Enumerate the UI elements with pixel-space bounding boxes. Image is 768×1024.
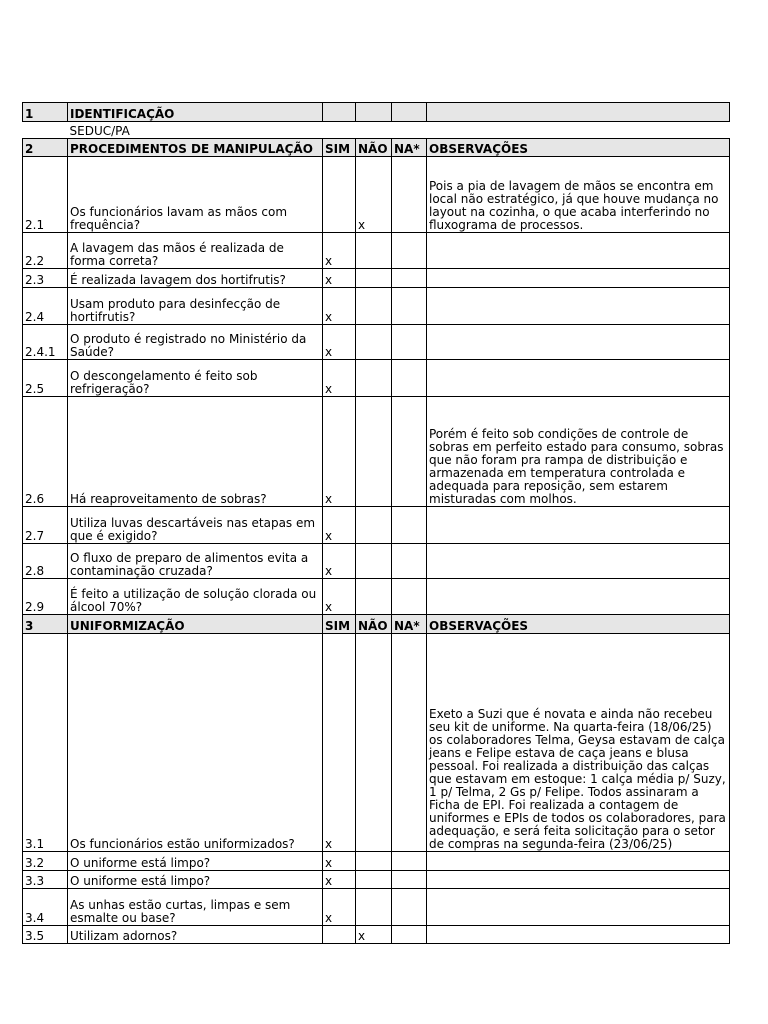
item-number: 2.2 bbox=[23, 233, 68, 269]
observation bbox=[427, 852, 730, 871]
answer-na bbox=[392, 360, 427, 397]
section-header-2 bbox=[23, 139, 730, 157]
answer-sim: x bbox=[323, 360, 356, 397]
item-question: É feito a utilização de solução clorada ou álcool 70%? bbox=[68, 579, 323, 615]
item-question: O fluxo de preparo de alimentos evita a contaminação cruzada? bbox=[68, 544, 323, 579]
answer-na bbox=[392, 157, 427, 233]
section-number: 3 bbox=[23, 615, 68, 634]
answer-na bbox=[392, 926, 427, 944]
answer-na bbox=[392, 397, 427, 507]
answer-na bbox=[392, 852, 427, 871]
answer-sim: x bbox=[323, 544, 356, 579]
item-number: 3.5 bbox=[23, 926, 68, 944]
answer-sim: x bbox=[323, 233, 356, 269]
item-number: 2.7 bbox=[23, 507, 68, 544]
answer-nao bbox=[356, 360, 392, 397]
answer-nao bbox=[356, 325, 392, 360]
column-header-na: NA* bbox=[392, 139, 427, 157]
answer-nao bbox=[356, 544, 392, 579]
answer-na bbox=[392, 579, 427, 615]
observation bbox=[427, 579, 730, 615]
item-question: É realizada lavagem dos hortifrutis? bbox=[68, 269, 323, 288]
item-question: Os funcionários lavam as mãos com frequência? bbox=[68, 157, 323, 233]
answer-sim: x bbox=[323, 852, 356, 871]
item-question: Há reaproveitamento de sobras? bbox=[68, 397, 323, 507]
section-subtitle: SEDUC/PA bbox=[69, 124, 130, 138]
column-header-sim bbox=[323, 103, 356, 122]
item-question: Utilizam adornos? bbox=[68, 926, 323, 944]
section-header-1 bbox=[23, 103, 730, 122]
observation bbox=[427, 889, 730, 926]
table-row bbox=[23, 269, 730, 288]
item-question: O uniforme está limpo? bbox=[68, 871, 323, 889]
item-question: As unhas estão curtas, limpas e sem esmalte ou base? bbox=[68, 889, 323, 926]
section-title: PROCEDIMENTOS DE MANIPULAÇÃO bbox=[68, 139, 323, 157]
table-row bbox=[23, 288, 730, 325]
observation: Exeto a Suzi que é novata e ainda não recebeu seu kit de uniforme. Na quarta-feira (18/06/25) os colaboradores Telma, Geysa estavam de calça jeans e Felipe estava de caça jeans e blusa pessoal. Foi realizada a distribuição das calças que estavam em estoque: 1 calça média p/ Suzy, 1 p/ Telma, 2 Gs p/ Felipe. Todos assinaram a Ficha de EPI. Foi realizada a contagem de uniformes e EPIs de todos os colaboradores, para adequação, e será feita solicitação para o setor de compras na segunda-feira (23/06/25) bbox=[427, 634, 730, 852]
table-row bbox=[23, 852, 730, 871]
answer-nao bbox=[356, 233, 392, 269]
section-title: UNIFORMIZAÇÃO bbox=[68, 615, 323, 634]
answer-na bbox=[392, 507, 427, 544]
checklist-table bbox=[22, 102, 730, 944]
answer-nao bbox=[356, 288, 392, 325]
column-header-sim: SIM bbox=[323, 615, 356, 634]
answer-sim: x bbox=[323, 325, 356, 360]
table-row bbox=[23, 871, 730, 889]
table-row bbox=[23, 926, 730, 944]
answer-na bbox=[392, 544, 427, 579]
item-number: 2.8 bbox=[23, 544, 68, 579]
item-number: 3.2 bbox=[23, 852, 68, 871]
answer-sim: x bbox=[323, 871, 356, 889]
item-question: O produto é registrado no Ministério da Saúde? bbox=[68, 325, 323, 360]
item-question: Os funcionários estão uniformizados? bbox=[68, 634, 323, 852]
item-question: O descongelamento é feito sob refrigeração? bbox=[68, 360, 323, 397]
answer-nao bbox=[356, 507, 392, 544]
checklist-body bbox=[23, 103, 730, 944]
column-header-na bbox=[392, 103, 427, 122]
table-row bbox=[23, 544, 730, 579]
answer-sim bbox=[323, 926, 356, 944]
column-header-nao bbox=[356, 103, 392, 122]
column-header-nao: NÃO bbox=[356, 139, 392, 157]
table-row bbox=[23, 507, 730, 544]
answer-nao bbox=[356, 871, 392, 889]
answer-sim: x bbox=[323, 507, 356, 544]
answer-na bbox=[392, 288, 427, 325]
table-row bbox=[23, 889, 730, 926]
column-header-nao: NÃO bbox=[356, 615, 392, 634]
table-row bbox=[23, 397, 730, 507]
column-header-obs: OBSERVAÇÕES bbox=[427, 615, 730, 634]
answer-sim: x bbox=[323, 889, 356, 926]
section-number: 2 bbox=[23, 139, 68, 157]
answer-sim: x bbox=[323, 269, 356, 288]
item-number: 2.5 bbox=[23, 360, 68, 397]
observation: Pois a pia de lavagem de mãos se encontra em local não estratégico, já que houve mudança no layout na cozinha, o que acaba interferindo no fluxograma de processos. bbox=[427, 157, 730, 233]
answer-sim: x bbox=[323, 579, 356, 615]
answer-na bbox=[392, 871, 427, 889]
item-number: 3.1 bbox=[23, 634, 68, 852]
column-header-obs: OBSERVAÇÕES bbox=[427, 139, 730, 157]
item-number: 2.9 bbox=[23, 579, 68, 615]
answer-nao bbox=[356, 634, 392, 852]
answer-nao bbox=[356, 852, 392, 871]
section-number: 1 bbox=[23, 103, 68, 122]
item-number: 2.4 bbox=[23, 288, 68, 325]
observation bbox=[427, 926, 730, 944]
answer-nao: x bbox=[356, 157, 392, 233]
item-question: Usam produto para desinfecção de hortifrutis? bbox=[68, 288, 323, 325]
observation bbox=[427, 871, 730, 889]
answer-na bbox=[392, 325, 427, 360]
answer-na bbox=[392, 233, 427, 269]
answer-nao bbox=[356, 397, 392, 507]
item-number: 3.4 bbox=[23, 889, 68, 926]
observation bbox=[427, 233, 730, 269]
observation bbox=[427, 269, 730, 288]
answer-sim bbox=[323, 157, 356, 233]
item-number: 2.4.1 bbox=[23, 325, 68, 360]
answer-sim: x bbox=[323, 288, 356, 325]
item-question: Utiliza luvas descartáveis nas etapas em que é exigido? bbox=[68, 507, 323, 544]
observation bbox=[427, 544, 730, 579]
table-row bbox=[23, 325, 730, 360]
item-number: 3.3 bbox=[23, 871, 68, 889]
column-header-sim: SIM bbox=[323, 139, 356, 157]
item-question: A lavagem das mãos é realizada de forma correta? bbox=[68, 233, 323, 269]
observation: Porém é feito sob condições de controle de sobras em perfeito estado para consumo, sobras que não foram pra rampa de distribuição e armazenada em temperatura controlada e adequada para reposição, sem estarem misturadas com molhos. bbox=[427, 397, 730, 507]
answer-nao bbox=[356, 579, 392, 615]
answer-sim: x bbox=[323, 397, 356, 507]
subtitle-spacer bbox=[23, 122, 68, 139]
answer-nao bbox=[356, 269, 392, 288]
observation bbox=[427, 507, 730, 544]
answer-nao: x bbox=[356, 926, 392, 944]
item-number: 2.6 bbox=[23, 397, 68, 507]
answer-na bbox=[392, 634, 427, 852]
observation bbox=[427, 360, 730, 397]
observation bbox=[427, 288, 730, 325]
answer-na bbox=[392, 889, 427, 926]
item-number: 2.1 bbox=[23, 157, 68, 233]
answer-sim: x bbox=[323, 634, 356, 852]
item-number: 2.3 bbox=[23, 269, 68, 288]
section-subtitle-row bbox=[23, 122, 730, 139]
section-header-3 bbox=[23, 615, 730, 634]
section-title: IDENTIFICAÇÃO bbox=[68, 103, 323, 122]
answer-nao bbox=[356, 889, 392, 926]
table-row bbox=[23, 634, 730, 852]
column-header-na: NA* bbox=[392, 615, 427, 634]
table-row bbox=[23, 157, 730, 233]
table-row bbox=[23, 360, 730, 397]
answer-na bbox=[392, 269, 427, 288]
table-row bbox=[23, 233, 730, 269]
table-row bbox=[23, 579, 730, 615]
column-header-obs bbox=[427, 103, 730, 122]
observation bbox=[427, 325, 730, 360]
item-question: O uniforme está limpo? bbox=[68, 852, 323, 871]
